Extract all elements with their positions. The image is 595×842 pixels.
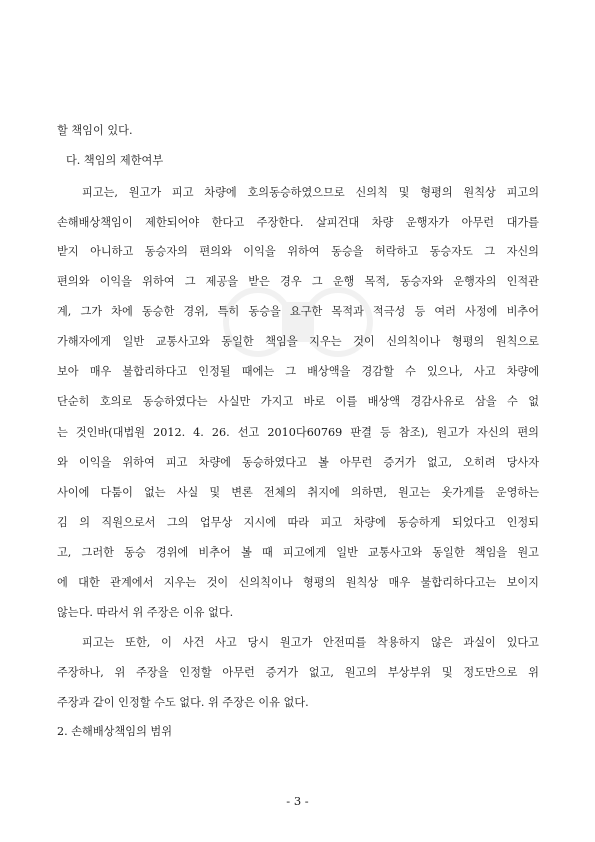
text-line: 가해자에게 일반 교통사고와 동일한 책임을 지우는 것이 신의칙이나 형평의 원칙으로 — [57, 335, 539, 348]
section-heading: 2. 손해배상책임의 범위 — [57, 725, 173, 738]
text-line: 사이에 다툼이 없는 사실 및 변론 전체의 취지에 의하면, 원고는 옷가게를 운영하는 — [57, 486, 539, 499]
text-line: 에 대한 관계에서 지우는 것이 신의칙이나 형평의 원칙상 매우 불합리하다고는 보이지 — [57, 576, 539, 589]
text-line: 는 것인바(대법원 2012. 4. 26. 선고 2010다60769 판결 등 참조), 원고가 자신의 편의 — [57, 426, 539, 439]
text-line: 고, 그러한 동승 경위에 비추어 볼 때 피고에게 일반 교통사고와 동일한 책임을 원고 — [57, 546, 539, 559]
text-line: 보아 매우 불합리하다고 인정될 때에는 그 배상액을 경감할 수 있으나, 사고 차량에 — [57, 365, 539, 378]
text-line: 피고는 또한, 이 사건 사고 당시 원고가 안전띠를 착용하지 않은 과실이 있다고 — [82, 636, 539, 649]
text-line: 편의와 이익을 위하여 그 제공을 받은 경우 그 운행 목적, 동승자와 운행자의 인적관 — [57, 275, 539, 288]
section-heading: 다. 책임의 제한여부 — [66, 154, 164, 167]
text-line: 주장하나, 위 주장을 인정할 아무런 증거가 없고, 원고의 부상부위 및 정도만으로 위 — [57, 666, 539, 679]
text-line: 손해배상책임이 제한되어야 한다고 주장한다. 살피건대 차량 운행자가 아무런 대가를 — [57, 216, 539, 229]
text-line: 받지 아니하고 동승자의 편의와 이익을 위하여 동승을 허락하고 동승자도 그 자신의 — [57, 245, 539, 258]
text-line: 할 책임이 있다. — [57, 124, 133, 137]
text-line: 않는다. 따라서 위 주장은 이유 없다. — [57, 606, 234, 619]
text-line: 계, 그가 차에 동승한 경위, 특히 동승을 요구한 목적과 적극성 등 여러 사정에 비추어 — [57, 305, 539, 318]
text-line: 와 이익을 위하여 피고 차량에 동승하였다고 볼 아무런 증거가 없고, 오히려 당사자 — [57, 456, 539, 469]
text-line: 단순히 호의로 동승하였다는 사실만 가지고 바로 이를 배상액 경감사유로 삼을 수 없 — [57, 395, 539, 408]
page-number: - 3 - — [286, 794, 309, 808]
text-line: 주장과 같이 인정할 수도 없다. 위 주장은 이유 없다. — [57, 696, 309, 709]
text-line: 피고는, 원고가 피고 차량에 호의동승하였으므로 신의칙 및 형평의 원칙상 피고의 — [82, 186, 539, 199]
text-line: 김 의 직원으로서 그의 업무상 지시에 따라 피고 차량에 동승하게 되었다고 인정되 — [57, 516, 539, 529]
